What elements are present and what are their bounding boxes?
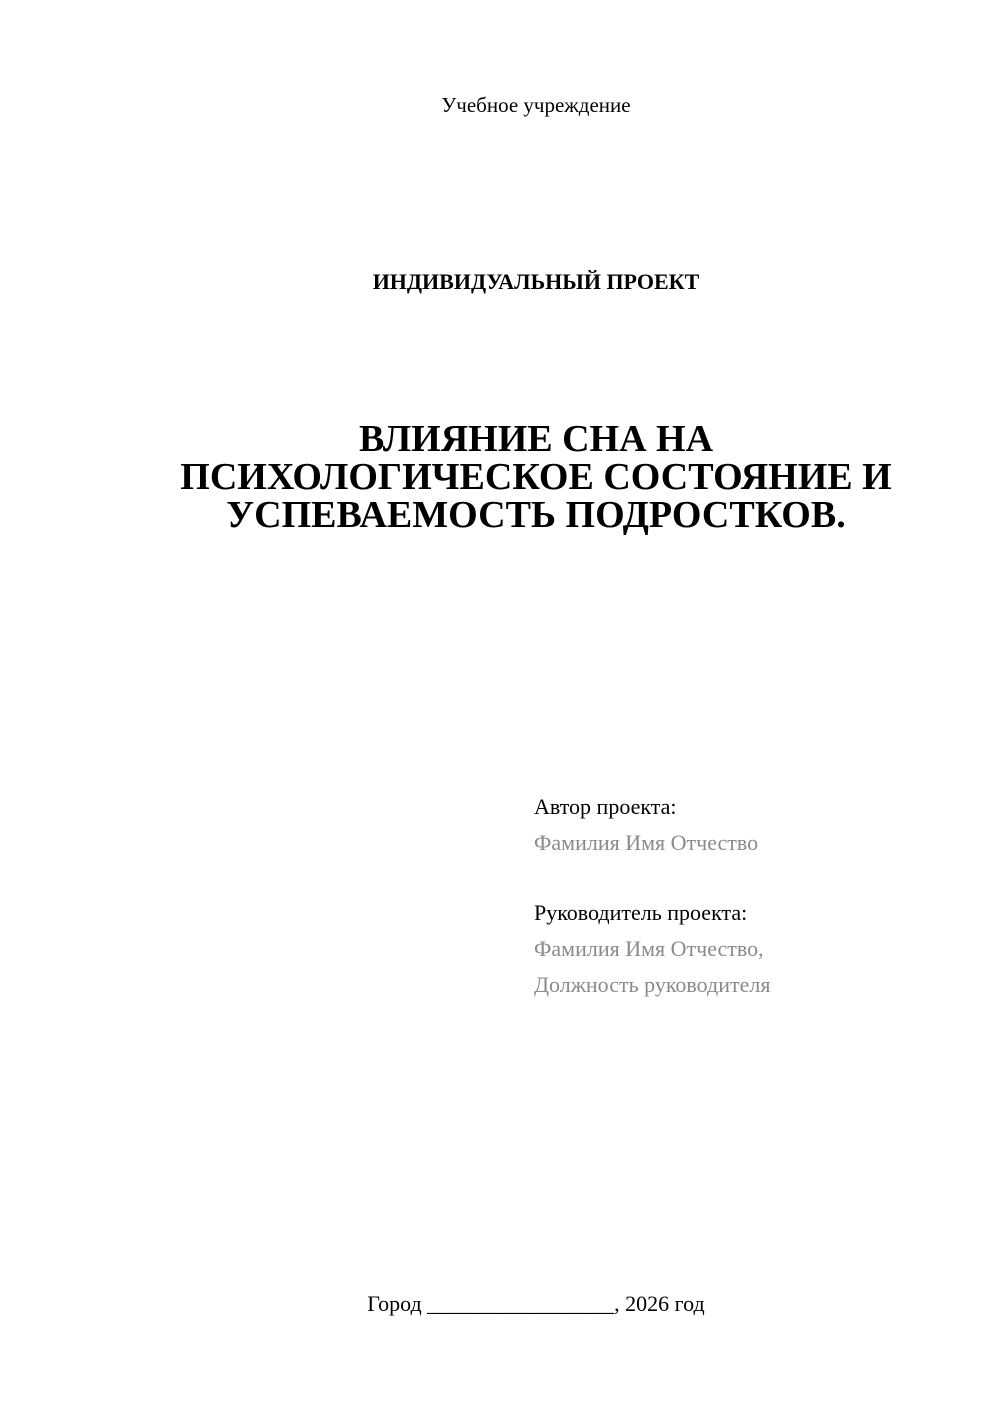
author-label: Автор проекта:: [534, 794, 677, 819]
project-title-line: ПСИХОЛОГИЧЕСКОЕ СОСТОЯНИЕ И: [180, 456, 892, 498]
document-type: ИНДИВИДУАЛЬНЫЙ ПРОЕКТ: [372, 269, 700, 294]
supervisor-position: Должность руководителя: [534, 972, 771, 997]
project-title: [0, 420, 1000, 534]
supervisor-name: Фамилия Имя Отчество,: [534, 936, 764, 961]
institution-name: Учебное учреждение: [441, 93, 631, 117]
project-title-line: УСПЕВАЕМОСТЬ ПОДРОСТКОВ.: [226, 494, 846, 536]
city-year-footer: Город _________________, 2026 год: [367, 1291, 705, 1316]
project-title-line: ВЛИЯНИЕ СНА НА: [358, 418, 714, 460]
supervisor-label: Руководитель проекта:: [534, 900, 748, 925]
credits-block: [534, 789, 974, 1003]
author-name: Фамилия Имя Отчество: [534, 830, 759, 855]
credits-spacer: [534, 861, 974, 895]
